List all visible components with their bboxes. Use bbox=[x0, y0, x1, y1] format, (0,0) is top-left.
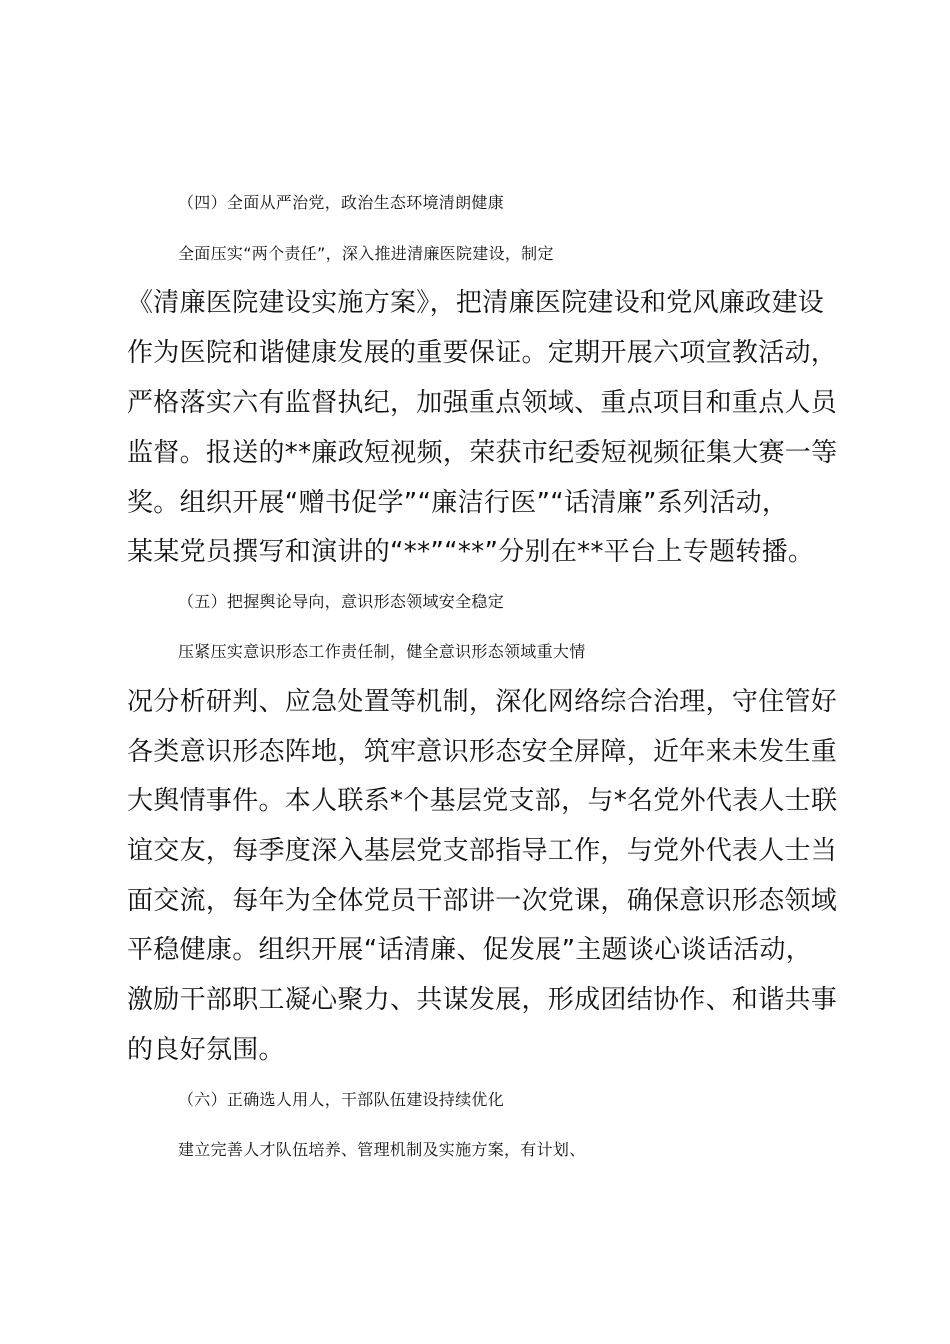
paragraph-line: 各类意识形态阵地，筑牢意识形态安全屏障，近年来未发生重 bbox=[127, 737, 838, 767]
paragraph-line: 严格落实六有监督执纪，加强重点领域、重点项目和重点人员 bbox=[127, 388, 838, 418]
paragraph-line: 的良好氛围。 bbox=[127, 1035, 285, 1065]
paragraph-line: 压紧压实意识形态工作责任制，健全意识形态领域重大情 bbox=[178, 642, 586, 661]
paragraph-line: 建立完善人才队伍培养、管理机制及实施方案，有计划、 bbox=[178, 1140, 586, 1159]
paragraph-line: 大舆情事件。本人联系*个基层党支部，与*名党外代表人士联 bbox=[127, 786, 838, 816]
paragraph-line: 《清廉医院建设实施方案》，把清廉医院建设和党风廉政建设 bbox=[127, 288, 825, 318]
paragraph-line: 况分析研判、应急处置等机制，深化网络综合治理，守住管好 bbox=[127, 687, 838, 717]
section-heading-6: （六）正确选人用人，干部队伍建设持续优化 bbox=[178, 1090, 505, 1109]
paragraph-line: 某某党员撰写和演讲的“**”“**”分别在**平台上专题转播。 bbox=[127, 537, 815, 567]
paragraph-line: 平稳健康。组织开展“话清廉、促发展”主题谈心谈话活动， bbox=[127, 935, 813, 965]
section-heading-4: （四）全面从严治党，政治生态环境清朗健康 bbox=[178, 193, 505, 212]
paragraph-line: 作为医院和谐健康发展的重要保证。定期开展六项宣教活动， bbox=[127, 338, 838, 368]
paragraph-line: 面交流，每年为全体党员干部讲一次党课，确保意识形态领域 bbox=[127, 886, 838, 916]
paragraph-line: 激励干部职工凝心聚力、共谋发展，形成团结协作、和谐共事 bbox=[127, 985, 838, 1015]
paragraph-line: 奖。组织开展“赠书促学”“廉洁行医”“话清廉”系列活动， bbox=[127, 488, 789, 518]
paragraph-line: 谊交友，每季度深入基层党支部指导工作，与党外代表人士当 bbox=[127, 836, 838, 866]
paragraph-line: 监督。报送的**廉政短视频，荣获市纪委短视频征集大赛一等 bbox=[127, 438, 838, 468]
paragraph-line: 全面压实“两个责任”，深入推进清廉医院建设，制定 bbox=[178, 244, 554, 263]
section-heading-5: （五）把握舆论导向，意识形态领域安全稳定 bbox=[178, 592, 505, 611]
